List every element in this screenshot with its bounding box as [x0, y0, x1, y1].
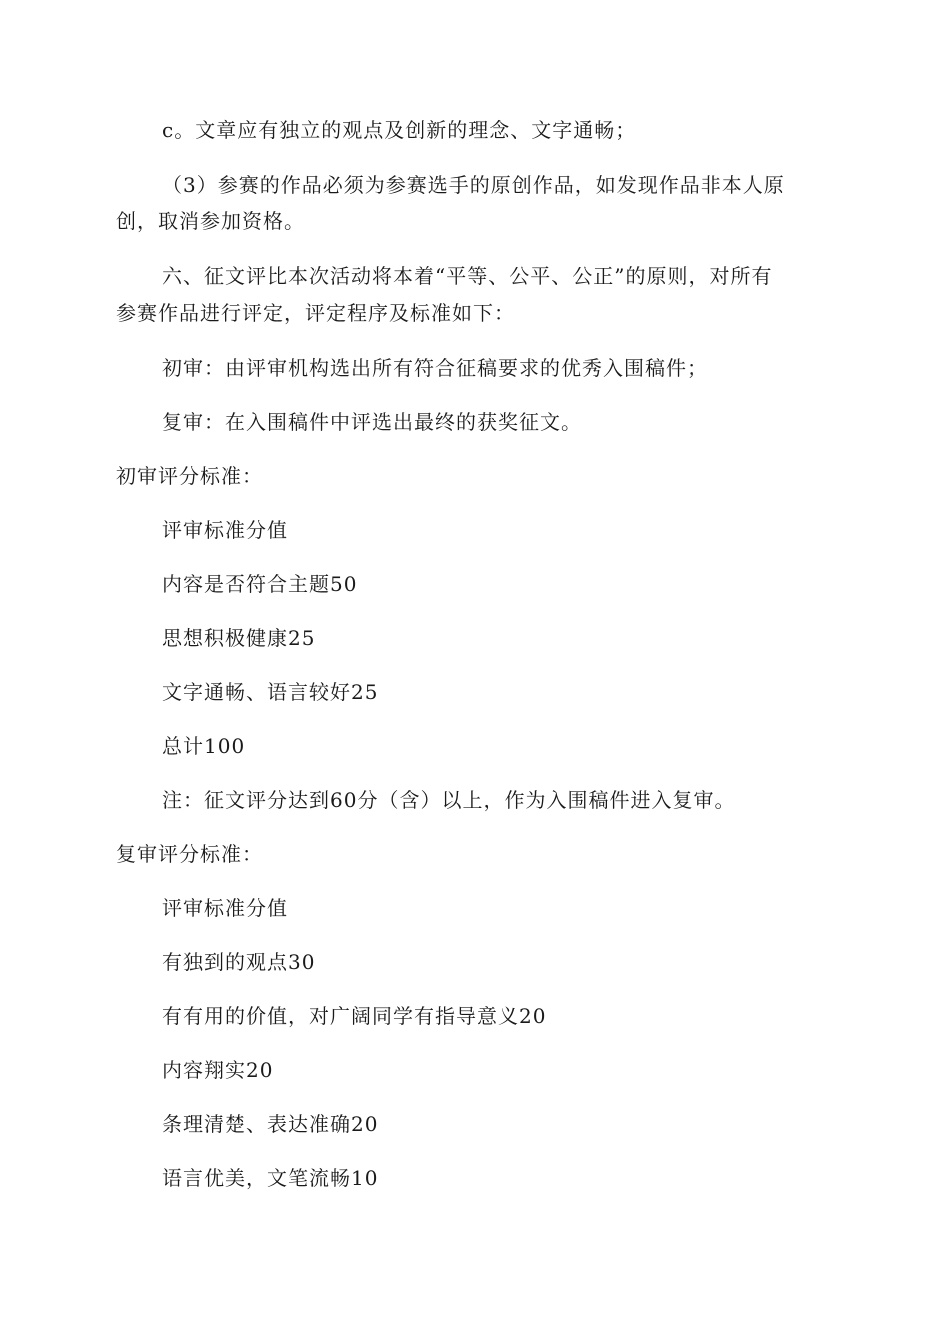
criteria-item: 有独到的观点30 [162, 950, 316, 974]
criteria-header-row: 评审标准分值 [162, 896, 288, 920]
criteria-item: 思想积极健康25 [162, 626, 316, 650]
paragraph-final-review: 复审：在入围稿件中评选出最终的获奖征文。 [162, 410, 582, 434]
paragraph-note: 注：征文评分达到60分（含）以上，作为入围稿件进入复审。 [162, 788, 736, 812]
paragraph-originality-rule-cont: 创，取消参加资格。 [116, 209, 305, 233]
section-heading-evaluation: 六、征文评比本次活动将本着“平等、公平、公正”的原则，对所有 [162, 264, 773, 288]
paragraph-originality-rule: （3）参赛的作品必须为参赛选手的原创作品，如发现作品非本人原 [162, 173, 785, 197]
paragraph-preliminary-review: 初审：由评审机构选出所有符合征稿要求的优秀入围稿件； [162, 356, 708, 380]
criteria-item: 文字通畅、语言较好25 [162, 680, 379, 704]
heading-final-criteria: 复审评分标准： [116, 842, 263, 866]
criteria-total: 总计100 [162, 734, 246, 758]
heading-preliminary-criteria: 初审评分标准： [116, 464, 263, 488]
criteria-header-row: 评审标准分值 [162, 518, 288, 542]
criteria-item: 条理清楚、表达准确20 [162, 1112, 379, 1136]
criteria-item: 内容翔实20 [162, 1058, 274, 1082]
section-heading-evaluation-cont: 参赛作品进行评定，评定程序及标准如下： [116, 301, 515, 325]
criteria-item: 语言优美，文笔流畅10 [162, 1166, 379, 1190]
criteria-item: 内容是否符合主题50 [162, 572, 358, 596]
criteria-item: 有有用的价值，对广阔同学有指导意义20 [162, 1004, 547, 1028]
paragraph-article-requirement-c: c。文章应有独立的观点及创新的理念、文字通畅； [162, 118, 637, 142]
